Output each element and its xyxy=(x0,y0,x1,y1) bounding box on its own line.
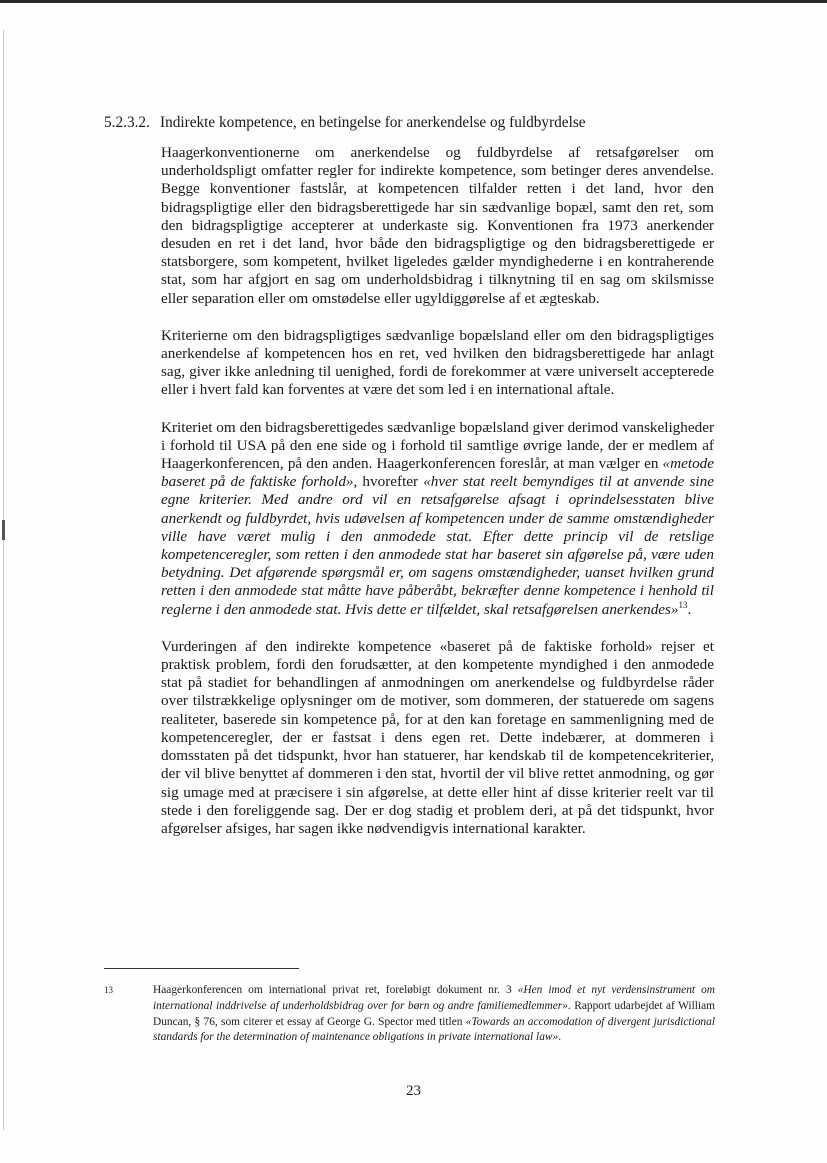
scan-mark xyxy=(2,520,5,540)
text-run: . Rapport udarbejdet af William Duncan, § 76, som citerer et essay af George G. Spector med titlen xyxy=(153,999,715,1028)
paragraph-2 xyxy=(161,327,714,400)
text-run: Haagerkonferencen om international privat ret, foreløbigt dokument nr. 3 xyxy=(153,984,518,996)
italic-text: «Hen imod et nyt verdensinstrument om international inddrivelse af underholdsbidrag over for børn og andre familiemedlemmer» xyxy=(153,984,715,1012)
scan-left-edge xyxy=(3,30,4,1130)
text-run: . xyxy=(687,600,692,618)
text-run: . xyxy=(558,1031,562,1044)
text-run: , hvorefter xyxy=(353,473,424,491)
scan-top-edge xyxy=(0,0,827,3)
paragraph-1 xyxy=(161,144,714,308)
page-number: 23 xyxy=(406,1083,421,1099)
text-run: Kriteriet om den bidragsberettigedes sædvanlige bopælsland giver derimod vanskeligheder i forhold til USA på den ene side og i forhold til samtlige øvrige lande, der er medlem af Haagerkonferencen, på den anden. Haagerkonferencen foreslår, at man vælger en xyxy=(161,418,714,473)
text-run: Kriterierne om den bidragspligtiges sædvanlige bopælsland eller om den bidragspligtiges anerkendelse af kompetencen hos en ret, ved hvilken den bidragsberettigede har anlagt sag, giver ikke anledning til uenighed, fordi de forekommer at være universelt accepterede eller i hvert fald kan forventes at være det som led i en international aftale. xyxy=(161,326,714,399)
paragraph-4 xyxy=(161,638,714,838)
section-heading xyxy=(104,113,586,133)
footnote-text xyxy=(153,983,715,1046)
body-text xyxy=(161,144,714,857)
italic-text: «hver stat reelt bemyndiges til at anvende sine egne kriterier. Med andre ord vil en retsafgørelse afsagt i oprindelsesstaten blive anerkendt og fuldbyrdet, hvis udøvelsen af kompetencen under de samme omstændigheder ville have været mulig i den anmodede stat. Efter dette princip vil de retslige kompetenceregler, som retten i den anmodede stat har baseret sin afgørelse på, være uden betydning. Det afgørende spørgsmål er, om sagens omstændigheder, uanset hvilken grund retten i den anmodede stat måtte have påberåbt, bekræfter denne kompetence i henhold til reglerne i den anmodede stat. Hvis dette er tilfældet, skal retsafgørelsen anerkendes» xyxy=(161,473,714,618)
text-run: Vurderingen af den indirekte kompetence «baseret på de faktiske forhold» rejser et praktisk problem, fordi den forudsætter, at den kompetente myndighed i den anmodede stat på stadiet for behandlingen af anmodningen om anerkendelse og fuldbyrdelse råder over tilstrækkelige oplysninger om de motiver, som dommeren, der statuerede om sagens realiteter, baserede sin kompetence på, for at den kan foretage en sammenligning med de kompetenceregler, der er fastsat i dens egen ret. Dette indebærer, at dommeren i domsstaten på det tidspunkt, hvor han statuerer, har kendskab til de kompetencekriterier, der vil blive benyttet af dommeren i den stat, hvortil der vil blive rettet anmodning, og gør sig umage med at præcisere i sin afgørelse, at dette eller hint af disse kriterier reelt var til stede i den foreliggende sag. Der er dog stadig et problem deri, at på det tidspunkt, hvor afgørelser afsiges, har sagen ikke nødvendigvis international karakter. xyxy=(161,637,714,837)
italic-text: «Towards an accomodation of divergent jurisdictional standards for the determination of maintenance obligations in private international law» xyxy=(153,1015,715,1044)
text-run: Haagerkonventionerne om anerkendelse og fuldbyrdelse af retsafgørelser om underholdspligt omfatter regler for indirekte kompetence, som betinger deres anvendelse. Begge konventioner fastslår, at kompetencen tilfalder retten i det land, hvor den bidragspligtige eller den bidragsberettigede har sin sædvanlige bopæl, samt den ret, som den bidragspligtige accepterer at underkaste sig. Konventionen fra 1973 anerkender desuden en ret i det land, hvor både den bidragspligtige og den bidragsberettigede er statsborgere, som kompetent, hvilket ligeledes gælder myndighederne i en kontraherende stat, som har afgjort en sag om underholdsbidrag i tilknytning til en sag om skilsmisse eller separation eller om omstødelse eller ugyldiggørelse af et ægteskab. xyxy=(161,144,714,307)
footnote-number: 13 xyxy=(104,985,113,995)
footnote-separator xyxy=(104,968,299,969)
section-title: Indirekte kompetence, en betingelse for anerkendelse og fuldbyrdelse xyxy=(160,114,586,131)
footnote-ref: 13 xyxy=(678,599,688,610)
section-number: 5.2.3.2. xyxy=(104,114,150,131)
paragraph-3 xyxy=(161,419,714,619)
italic-text: «metode baseret på de faktiske forhold» xyxy=(161,455,714,491)
